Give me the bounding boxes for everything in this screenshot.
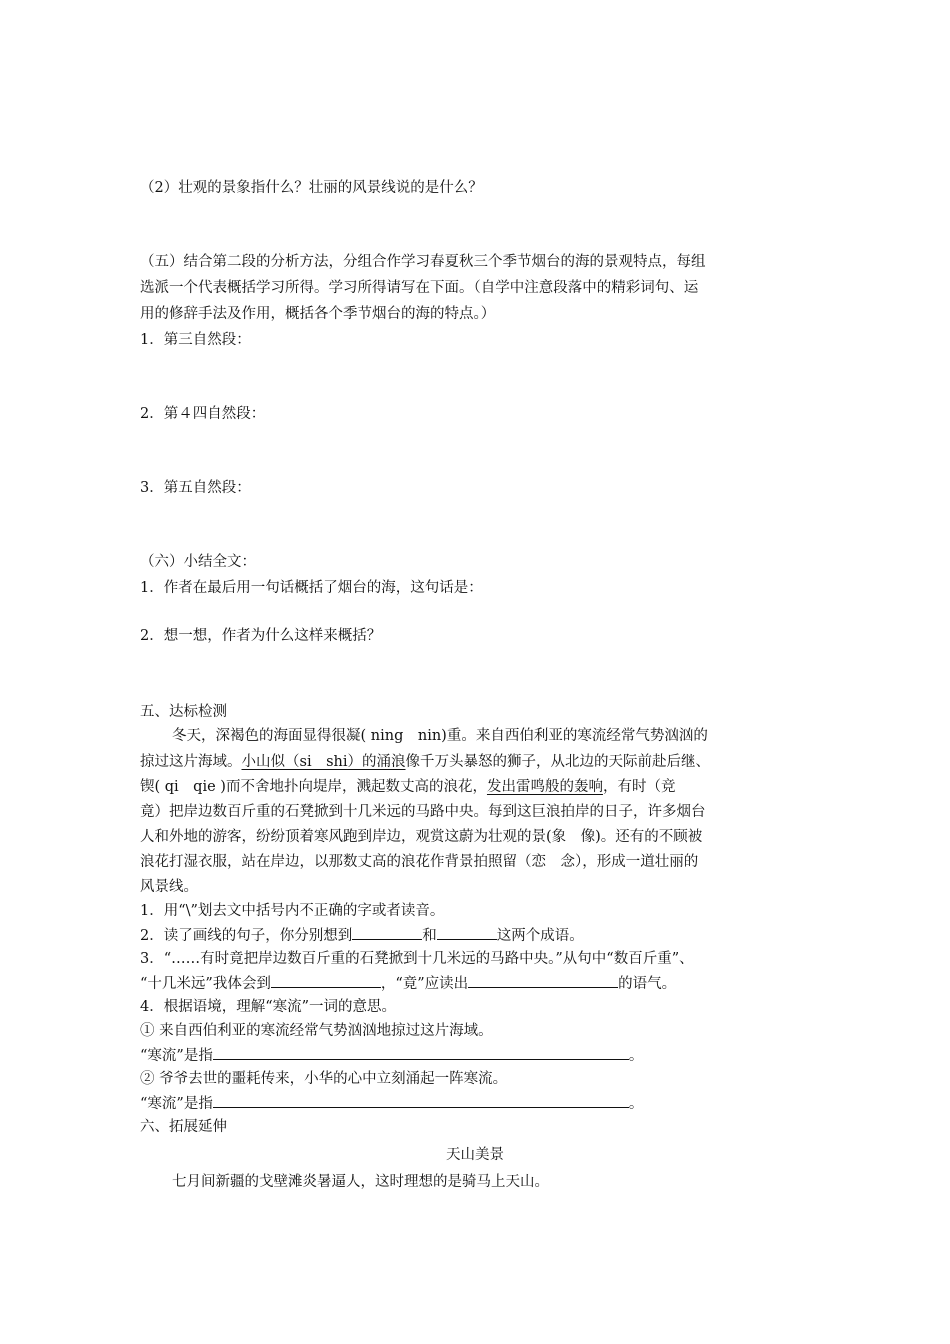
answer-blank[interactable] bbox=[437, 925, 497, 940]
section-5-line-3: 用的修辞手法及作用，概括各个季节烟台的海的特点。） bbox=[140, 306, 496, 322]
test-question-1: 1．用“\”划去文中括号内不正确的字或者读音。 bbox=[140, 903, 445, 919]
section-5-item-2: 2．第４四自然段： bbox=[140, 406, 266, 422]
section-5-item-1: 1．第三自然段： bbox=[140, 332, 251, 348]
passage-line-1: 冬天，深褐色的海面显得很凝( ning nin)重。来自西伯利亚的寒流经常气势汹汹的 bbox=[172, 728, 708, 744]
test-question-2: 2．读了画线的句子，你分别想到 和 这两个成语。 bbox=[140, 925, 584, 946]
test-question-4: 4．根据语境，理解“寒流”一词的意思。 bbox=[140, 999, 397, 1015]
section-5-item-3: 3．第五自然段： bbox=[140, 480, 251, 496]
test-question-3-line-2: “十几米远”我体会到 ，“竟”应读出 的语气。 bbox=[140, 973, 676, 994]
answer-blank[interactable] bbox=[468, 973, 618, 988]
passage-line-2: 掠过这片海域。小山似（si shi）的涌浪像千万头暴怒的狮子，从北边的天际前赴后继、 bbox=[140, 754, 710, 770]
passage-line-3: 锲( qi qie )而不舍地扑向堤岸，溅起数丈高的浪花，发出雷鸣般的轰响，有时（竞 bbox=[140, 779, 676, 795]
passage-line-4: 竟）把岸边数百斤重的石凳掀到十几米远的马路中央。每到这巨浪拍岸的日子，许多烟台 bbox=[140, 804, 706, 820]
section-6-item-1: 1．作者在最后用一句话概括了烟台的海，这句话是： bbox=[140, 580, 483, 596]
section-6-item-2: 2．想一想，作者为什么这样来概括？ bbox=[140, 628, 382, 644]
answer-blank[interactable] bbox=[213, 1093, 629, 1108]
sentence-2: ② 爷爷去世的噩耗传来，小华的心中立刻涌起一阵寒流。 bbox=[140, 1071, 508, 1087]
passage-line-7: 风景线。 bbox=[140, 879, 198, 895]
reading-title: 天山美景 bbox=[446, 1147, 504, 1163]
question-2: （2）壮观的景象指什么？壮丽的风景线说的是什么？ bbox=[140, 180, 483, 196]
section-5-line-1: （五）结合第二段的分析方法，分组合作学习春夏秋三个季节烟台的海的景观特点，每组 bbox=[140, 254, 706, 270]
passage-line-5: 人和外地的游客，纷纷顶着寒风跑到岸边，观赏这蔚为壮观的景(象 像)。还有的不顾被 bbox=[140, 829, 703, 845]
answer-1: “寒流”是指 。 bbox=[140, 1045, 643, 1066]
answer-2: “寒流”是指 。 bbox=[140, 1093, 643, 1114]
underlined-phrase-1: 小山似（si shi）的涌浪 bbox=[241, 754, 406, 770]
underlined-phrase-2: 发出雷鸣般的轰响 bbox=[486, 779, 603, 795]
answer-blank[interactable] bbox=[271, 973, 381, 988]
test-heading: 五、达标检测 bbox=[140, 704, 227, 720]
answer-blank[interactable] bbox=[213, 1045, 629, 1060]
passage-line-6: 浪花打湿衣服，站在岸边，以那数丈高的浪花作背景拍照留（恋 念），形成一道壮丽的 bbox=[140, 854, 699, 870]
test-question-3-line-1: 3．“……有时竟把岸边数百斤重的石凳掀到十几米远的马路中央。”从句中“数百斤重”、 bbox=[140, 951, 694, 967]
answer-blank[interactable] bbox=[352, 925, 422, 940]
section-5-line-2: 选派一个代表概括学习所得。学习所得请写在下面。（自学中注意段落中的精彩词句、运 bbox=[140, 280, 699, 296]
extension-heading: 六、拓展延伸 bbox=[140, 1119, 227, 1135]
section-6-title: （六）小结全文： bbox=[140, 554, 256, 570]
sentence-1: ① 来自西伯利亚的寒流经常气势汹汹地掠过这片海域。 bbox=[140, 1023, 493, 1039]
reading-line-1: 七月间新疆的戈壁滩炎暑逼人，这时理想的是骑马上天山。 bbox=[172, 1174, 549, 1190]
